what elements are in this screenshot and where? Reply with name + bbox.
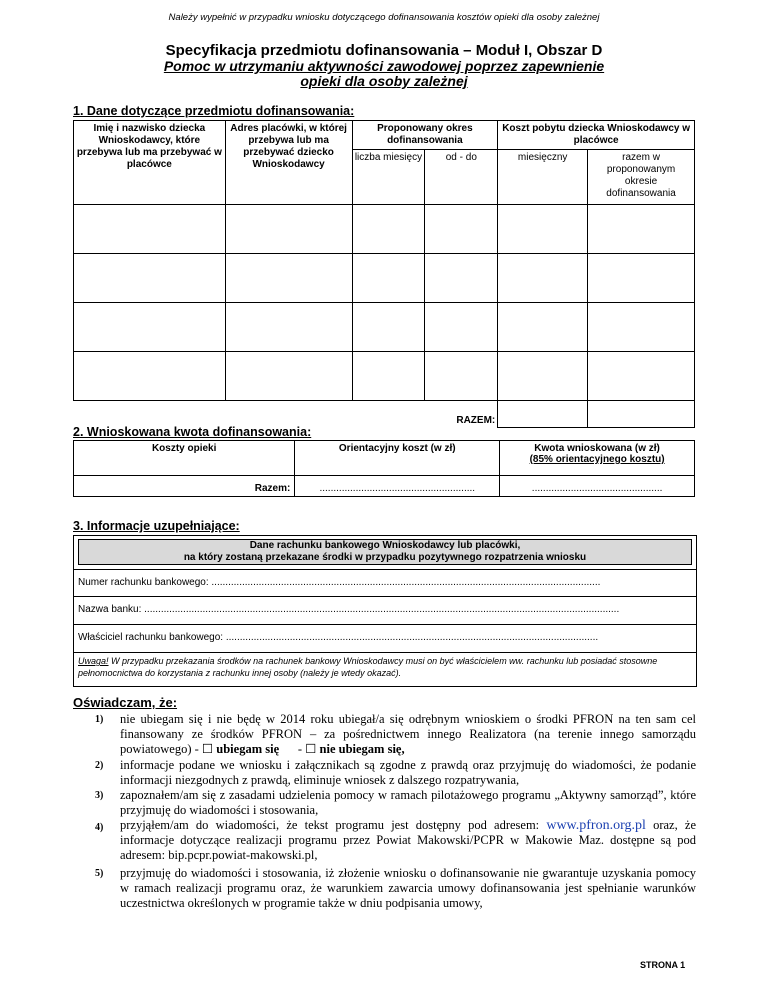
subject-table xyxy=(73,120,695,428)
account-number-field[interactable]: Numer rachunku bankowego: ............................................................................................................................................ xyxy=(74,569,696,596)
bank-header-line2: na który zostaną przekazane środki w przypadku pozytywnego rozpatrzenia wniosku xyxy=(183,552,587,563)
col-cost: Koszt pobytu dziecka Wnioskodawcy w placówce xyxy=(498,121,695,150)
requested-amount-field[interactable]: ............................................... xyxy=(500,476,695,497)
decl-4-num: 4) xyxy=(95,822,104,833)
checkbox-not-apply[interactable] xyxy=(305,742,404,756)
decl-2: informacje podane we wniosku i załącznikach są zgodne z prawdą oraz przyjmuję do wiadomości, że podanie informacji niezgodnych z prawdą, eliminuje wniosek z dalszego rozpatrywania, xyxy=(120,758,696,787)
bank-name-field[interactable]: Nazwa banku: ........................................................................................................................................................................... xyxy=(74,596,696,623)
note-label: Uwaga! xyxy=(78,656,109,666)
decl-1-text: nie ubiegam się i nie będę w 2014 roku ubiegał/a się odrębnym wnioskiem o środki PFRON na ten sam cel finansowany ze środków PFRON – za pośrednictwem innego Realizatora (na terenie innego samorządu powiatowego) - xyxy=(120,712,696,756)
section1-heading: 1. Dane dotyczące przedmiotu dofinansowania: xyxy=(73,104,355,118)
col-requested xyxy=(500,441,695,476)
page-title: Specyfikacja przedmiotu dofinansowania – Moduł I, Obszar D xyxy=(165,42,603,59)
col-child-name: Imię i nazwisko dziecka Wnioskodawcy, które przebywa lub ma przebywać w placówce xyxy=(74,121,226,205)
section3-heading: 3. Informacje uzupełniające: xyxy=(73,519,240,533)
requested-line2: (85% orientacyjnego kosztu) xyxy=(529,454,665,465)
subtitle-line2: opieki dla osoby zależnej xyxy=(300,73,468,89)
decl-3: zapoznałem/am się z zasadami udzielenia pomocy w ramach pilotażowego programu „Aktywny samorząd”, które przyjmuję do wiadomości i stosowania, xyxy=(120,788,696,817)
bank-box-header xyxy=(78,539,692,565)
bank-info-box xyxy=(73,535,697,687)
col-facility-address: Adres placówki, w której przebywa lub ma przebywać dziecko Wnioskodawcy xyxy=(225,121,352,205)
col-approx-cost: Orientacyjny koszt (w zł) xyxy=(295,441,500,476)
col-from-to: od - do xyxy=(425,150,498,205)
approx-cost-field[interactable]: ........................................................ xyxy=(295,476,500,497)
decl-4-text-b: oraz, że informacje dotyczące realizacji programu przez Powiat Makowski/PCPR w Makowie Maz. dostępne są pod adresem: bip.pcpr.powiat-makowski.pl, xyxy=(120,818,696,862)
table-row xyxy=(74,205,695,254)
decl-4 xyxy=(120,818,696,863)
decl-4-text-a: przyjąłem/am do wiadomości, że tekst programu jest dostępny pod adresem: xyxy=(120,818,547,832)
requested-line1: Kwota wnioskowana (w zł) xyxy=(534,443,660,454)
razem-label: RAZEM: xyxy=(74,401,498,428)
opt-not-apply-label: nie ubiegam się, xyxy=(316,742,405,756)
checkbox-apply[interactable] xyxy=(202,742,279,756)
col-period: Proponowany okres dofinansowania xyxy=(352,121,498,150)
col-monthly: miesięczny xyxy=(498,150,588,205)
table-row xyxy=(74,352,695,401)
decl-2-num: 2) xyxy=(95,760,104,771)
table-row xyxy=(74,254,695,303)
subtitle-line1: Pomoc w utrzymaniu aktywności zawodowej poprzez zapewnienie xyxy=(163,58,605,74)
table-row xyxy=(74,303,695,352)
note-text: W przypadku przekazania środków na rachunek bankowy Wnioskodawcy musi on być właścicielem ww. rachunku lub posiadać stosowne pełnomocnictwa do korzystania z rachunku innej osoby (należy je wtedy okazać). xyxy=(78,656,658,678)
bank-note xyxy=(74,652,696,687)
decl-1: nie ubiegam się i nie będę w 2014 roku ubiegał/a się odrębnym wnioskiem o środki PFRON na ten sam cel finansowany ze środków PFRON – za pośrednictwem innego Realizatora (na terenie innego samorządu powiatowego) - ☐ ubiegam się - ☐ nie ubiegam się, xyxy=(120,712,696,756)
declaration-heading: Oświadczam, że: xyxy=(73,695,178,710)
opt-apply-label: ubiegam się xyxy=(213,742,280,756)
amount-razem-label: Razem: xyxy=(74,476,295,497)
decl-3-num: 3) xyxy=(95,790,104,801)
col-months: liczba miesięcy xyxy=(352,150,425,205)
amount-table xyxy=(73,440,695,497)
checkbox-icon: ☐ xyxy=(305,742,317,756)
page-subtitle xyxy=(0,59,768,89)
bank-header-line1: Dane rachunku bankowego Wnioskodawcy lub placówki, xyxy=(249,540,521,551)
top-note: Należy wypełnić w przypadku wniosku dotyczącego dofinansowania kosztów opieki dla osoby zależnej xyxy=(168,12,600,23)
pfron-link[interactable]: www.pfron.org.pl xyxy=(546,818,646,833)
account-owner-field[interactable]: Właściciel rachunku bankowego: ...................................................................................................................................... xyxy=(74,624,696,651)
col-total: razem w proponowanym okresie dofinansowania xyxy=(588,150,695,205)
decl-5: przyjmuję do wiadomości i stosowania, iż złożenie wniosku o dofinansowanie nie gwarantuje uzyskania pomocy w ramach realizacji programu oraz, że warunkiem zawarcia umowy dofinansowania jest spełnianie warunków uczestnictwa określonych w programie także w dniu podpisania umowy, xyxy=(120,866,696,910)
decl-1-num: 1) xyxy=(95,714,104,725)
razem-monthly[interactable] xyxy=(498,401,588,428)
section2-heading: 2. Wnioskowana kwota dofinansowania: xyxy=(73,425,312,439)
decl-5-num: 5) xyxy=(95,868,104,879)
page-footer: STRONA 1 xyxy=(640,960,686,970)
checkbox-icon: ☐ xyxy=(201,742,214,756)
col-care-costs: Koszty opieki xyxy=(74,441,295,476)
razem-total[interactable] xyxy=(588,401,695,428)
